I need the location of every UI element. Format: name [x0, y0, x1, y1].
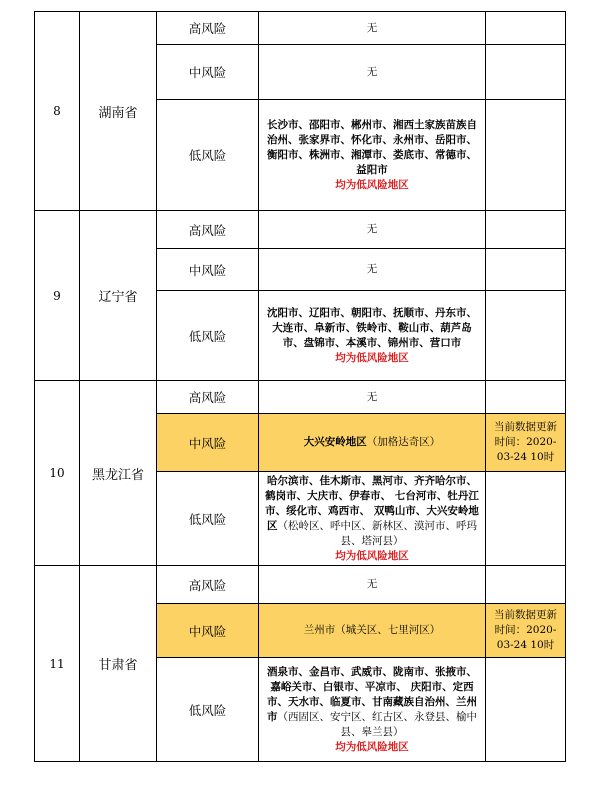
low-risk-cities: 长沙市、邵阳市、郴州市、湘西土家族苗族自治州、张家界市、怀化市、永州市、岳阳市、衡阳市、株洲市、湘潭市、娄底市、常德市、益阳市: [267, 118, 477, 176]
mid-risk-areas: [259, 414, 486, 472]
mid-risk-district: 兰州市（城关区、七里河区）: [303, 624, 441, 636]
province-name: 辽宁省: [80, 211, 157, 381]
update-note: [486, 658, 566, 762]
risk-level-mid: 中风险: [157, 249, 259, 291]
mid-risk-region: 大兴安岭地区: [303, 436, 367, 448]
province-name: 甘肃省: [80, 566, 157, 762]
low-risk-tag: 均为低风险地区: [335, 351, 409, 364]
update-note: [486, 566, 566, 604]
row-number: 9: [35, 211, 80, 381]
low-risk-districts: （松岭区、呼中区、新林区、漠河市、呼玛县、塔河县）: [277, 519, 477, 547]
low-risk-areas: [259, 472, 486, 566]
province-name: 黑龙江省: [80, 381, 157, 566]
mid-risk-areas: 无: [259, 45, 486, 100]
risk-level-high: 高风险: [157, 566, 259, 604]
risk-level-low: 低风险: [157, 472, 259, 566]
row-number: 10: [35, 381, 80, 566]
update-note: [486, 249, 566, 291]
mid-risk-areas: 无: [259, 249, 486, 291]
table-row: [35, 12, 566, 45]
low-risk-tag: 均为低风险地区: [335, 178, 409, 191]
risk-level-mid: 中风险: [157, 45, 259, 100]
high-risk-areas: 无: [259, 211, 486, 249]
table-row: [35, 211, 566, 249]
table-row: [35, 566, 566, 604]
update-note: 当前数据更新时间：2020-03-24 10时: [486, 604, 566, 658]
low-risk-districts: （西固区、安宁区、红古区、永登县、榆中县、皋兰县）: [277, 710, 477, 738]
high-risk-areas: 无: [259, 381, 486, 414]
risk-level-mid: 中风险: [157, 604, 259, 658]
update-note: [486, 381, 566, 414]
row-number: 8: [35, 12, 80, 211]
risk-level-mid: 中风险: [157, 414, 259, 472]
risk-level-low: 低风险: [157, 291, 259, 381]
low-risk-areas: [259, 100, 486, 211]
update-note: 当前数据更新时间：2020-03-24 10时: [486, 414, 566, 472]
row-number: 11: [35, 566, 80, 762]
table-row: [35, 381, 566, 414]
risk-level-high: 高风险: [157, 381, 259, 414]
risk-level-low: 低风险: [157, 100, 259, 211]
low-risk-cities: 沈阳市、辽阳市、朝阳市、抚顺市、丹东市、大连市、阜新市、铁岭市、鞍山市、葫芦岛市、盘锦市、本溪市、锦州市、营口市: [267, 306, 477, 349]
update-note: [486, 291, 566, 381]
update-note: [486, 211, 566, 249]
update-note: [486, 12, 566, 45]
low-risk-cities: 哈尔滨市、佳木斯市、黑河市、齐齐哈尔市、鹤岗市、大庆市、伊春市、 七台河市、牡丹江市、绥化市、鸡西市、 双鸭山市、大兴安岭地区: [265, 474, 479, 532]
province-name: 湖南省: [80, 12, 157, 211]
update-note: [486, 472, 566, 566]
high-risk-areas: 无: [259, 566, 486, 604]
low-risk-areas: [259, 658, 486, 762]
update-note: [486, 100, 566, 211]
low-risk-cities: 酒泉市、金昌市、武威市、陇南市、张掖市、嘉峪关市、白银市、平凉市、 庆阳市、定西市、天水市、临夏市、甘南藏族自治州、兰州市: [267, 665, 477, 723]
mid-risk-district: （加格达奇区）: [366, 436, 441, 448]
risk-level-high: 高风险: [157, 12, 259, 45]
risk-level-low: 低风险: [157, 658, 259, 762]
mid-risk-areas: [259, 604, 486, 658]
low-risk-tag: 均为低风险地区: [335, 549, 409, 562]
update-note: [486, 45, 566, 100]
low-risk-areas: [259, 291, 486, 381]
high-risk-areas: 无: [259, 12, 486, 45]
risk-level-high: 高风险: [157, 211, 259, 249]
low-risk-tag: 均为低风险地区: [335, 740, 409, 753]
risk-table: [34, 11, 566, 762]
